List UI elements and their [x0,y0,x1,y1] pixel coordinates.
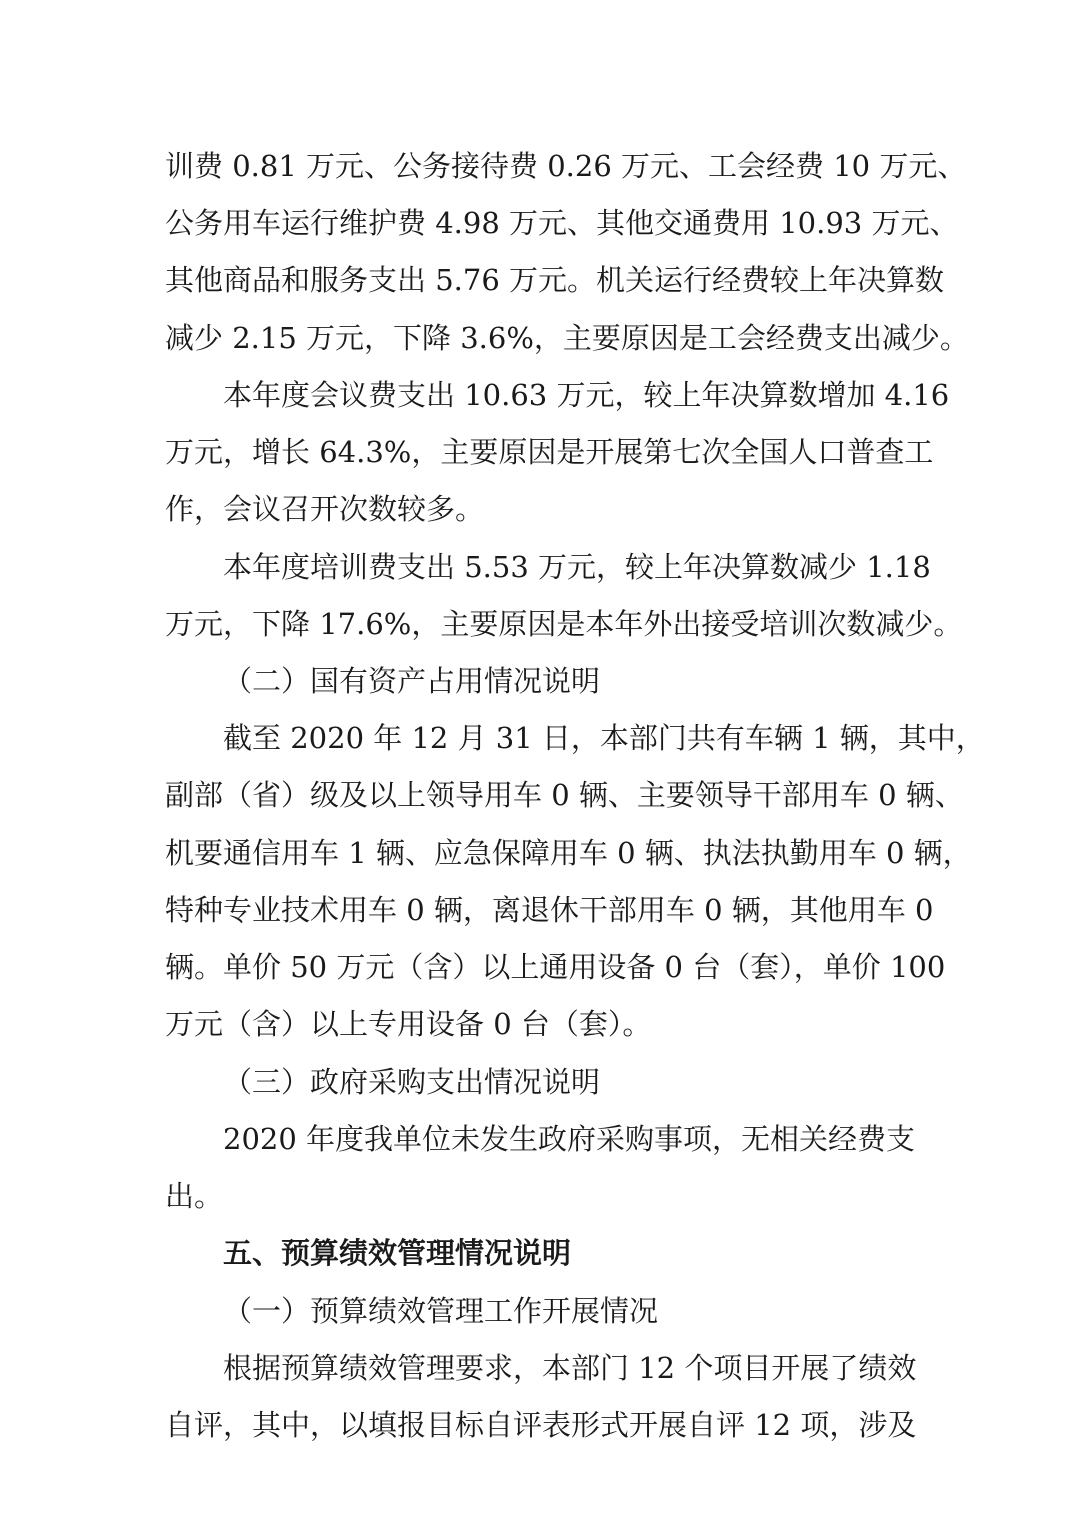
text-line: 万元，增长 64.3%，主要原因是开展第七次全国人口普查工 [165,435,934,469]
paragraph-first-line: 2020 年度我单位未发生政府采购事项，无相关经费支 [223,1122,916,1156]
paragraph-first-line: 本年度培训费支出 5.53 万元，较上年决算数减少 1.18 [223,550,931,584]
subsection-heading: （一）预算绩效管理工作开展情况 [223,1294,659,1328]
text-line: 机要通信用车 1 辆、应急保障用车 0 辆、执法执勤用车 0 辆， [165,836,972,870]
text-line: 出。 [165,1179,224,1213]
text-line: 公务用车运行维护费 4.98 万元、其他交通费用 10.93 万元、 [165,206,959,240]
subsection-heading: （二）国有资产占用情况说明 [223,664,601,698]
text-line: 减少 2.15 万元，下降 3.6%，主要原因是工会经费支出减少。 [165,321,969,355]
text-line: 训费 0.81 万元、公务接待费 0.26 万元、工会经费 10 万元、 [165,149,967,183]
text-line: 万元（含）以上专用设备 0 台（套）。 [165,1007,652,1041]
section-heading: 五、预算绩效管理情况说明 [223,1236,572,1270]
text-line: 自评，其中，以填报目标自评表形式开展自评 12 项，涉及 [165,1408,917,1442]
paragraph-first-line: 截至 2020 年 12 月 31 日，本部门共有车辆 1 辆，其中， [223,721,985,755]
text-line: 特种专业技术用车 0 辆，离退休干部用车 0 辆，其他用车 0 [165,893,934,927]
text-line: 辆。单价 50 万元（含）以上通用设备 0 台（套），单价 100 [165,950,946,984]
paragraph-first-line: 根据预算绩效管理要求，本部门 12 个项目开展了绩效 [223,1351,917,1385]
subsection-heading: （三）政府采购支出情况说明 [223,1065,601,1099]
text-line: 副部（省）级及以上领导用车 0 辆、主要领导干部用车 0 辆、 [165,778,964,812]
paragraph-first-line: 本年度会议费支出 10.63 万元，较上年决算数增加 4.16 [223,378,950,412]
text-line: 万元，下降 17.6%，主要原因是本年外出接受培训次数减少。 [165,607,963,641]
text-line: 其他商品和服务支出 5.76 万元。机关运行经费较上年决算数 [165,263,945,297]
text-line: 作，会议召开次数较多。 [165,492,485,526]
